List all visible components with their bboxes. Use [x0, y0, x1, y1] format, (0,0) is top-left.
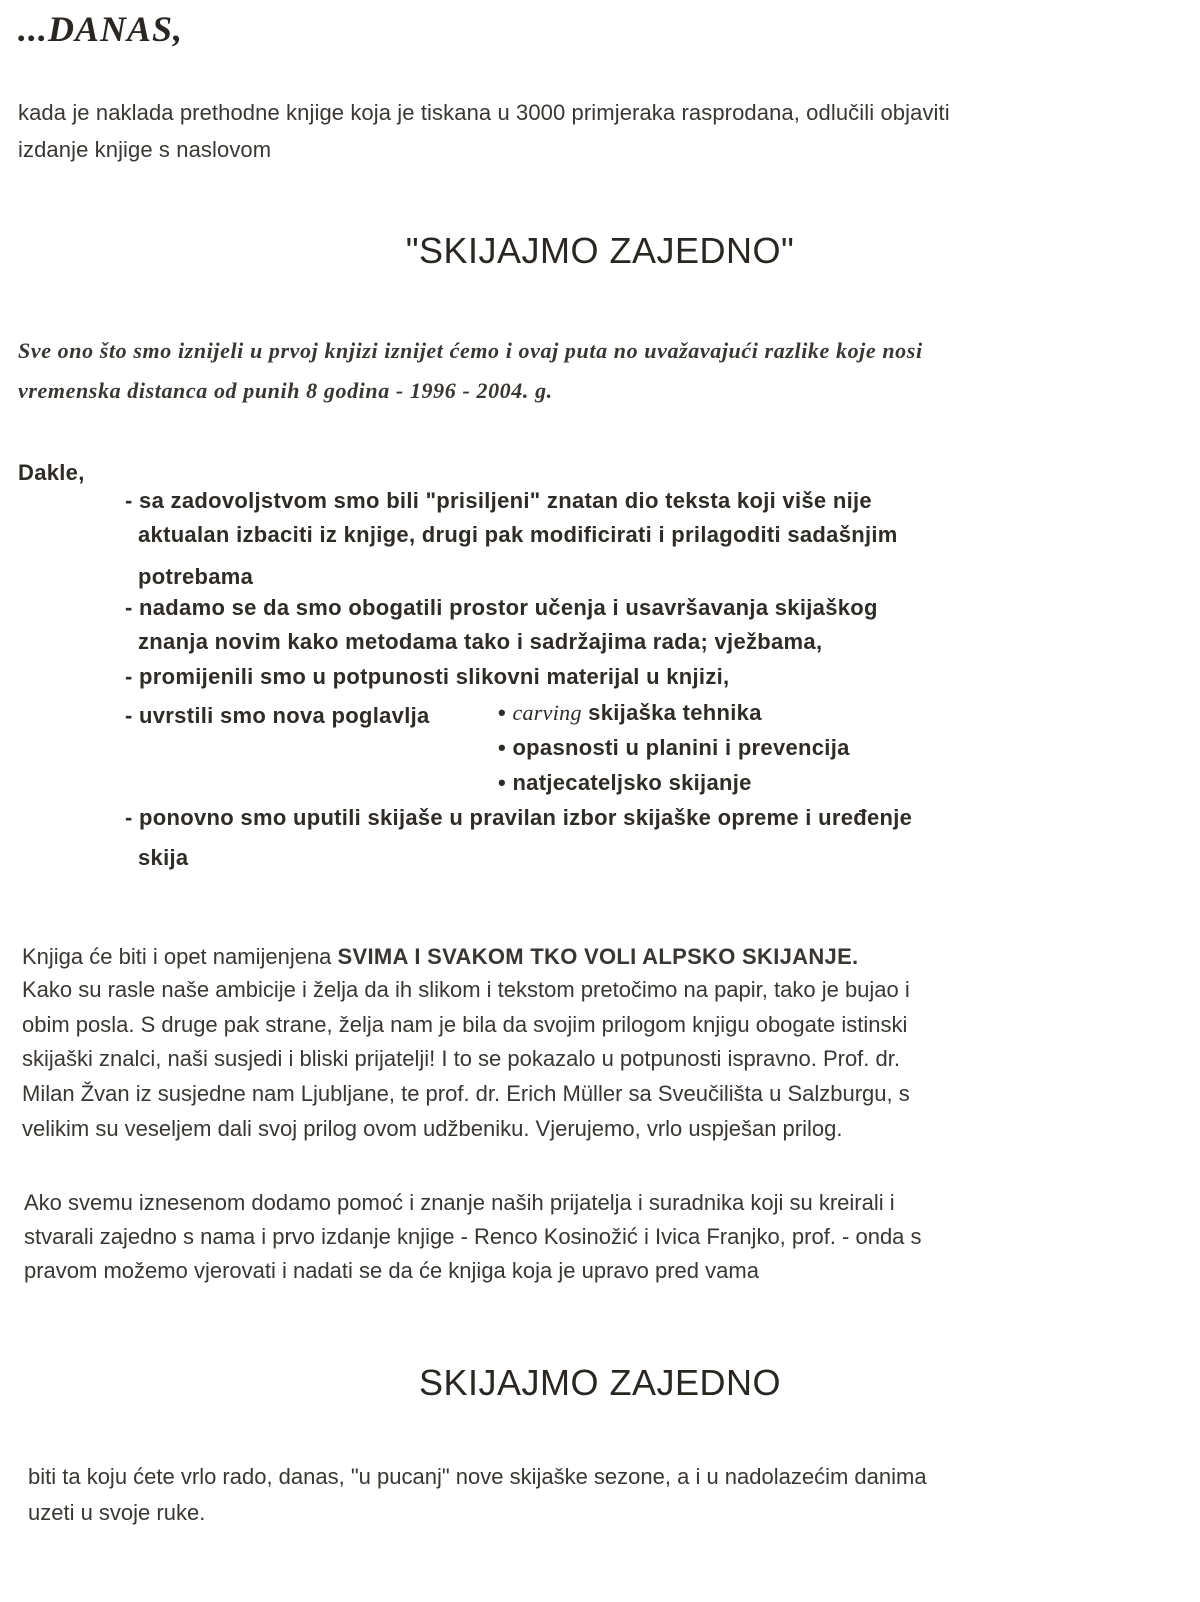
- bullet-icon: •: [498, 700, 507, 725]
- chapter-text: skijaška tehnika: [588, 700, 762, 725]
- chapter-italic-word: carving: [512, 700, 582, 725]
- chapter-text: natjecateljsko skijanje: [512, 770, 752, 795]
- list-item-1-line-1: - sa zadovoljstvom smo bili "prisiljeni" znatan dio teksta koji više nije: [125, 488, 872, 513]
- para1-line-4: skijaški znalci, naši susjedi i bliski prijatelji! I to se pokazalo u potpunosti ispravno. Prof. dr.: [22, 1046, 900, 1071]
- para1-line-1-text: Knjiga će biti i opet namijenjena: [22, 944, 332, 969]
- list-item-1-line-3: potrebama: [138, 564, 254, 589]
- intro-line-2: izdanje knjige s naslovom: [18, 137, 272, 162]
- list-item-5-line-1: - ponovno smo uputili skijaše u pravilan izbor skijaške opreme i uređenje: [125, 805, 913, 830]
- list-item-5-line-2: skija: [138, 845, 189, 870]
- para1-line-2: Kako su rasle naše ambicije i želja da ih slikom i tekstom pretočimo na papir, tako je bujao i: [22, 977, 910, 1002]
- page-heading: ...DANAS,: [18, 9, 184, 49]
- para1-line-3: obim posla. S druge pak strane, želja nam je bila da svojim prilogom knjigu obogate istinski: [22, 1012, 908, 1037]
- para1-line-1: [22, 944, 858, 970]
- chapter-item-dangers: [498, 735, 850, 761]
- italic-para-line-1: Sve ono što smo iznijeli u prvoj knjizi iznijet ćemo i ovaj puta no uvažavajući razlike koje nosi: [18, 338, 923, 363]
- intro-line-1: kada je naklada prethodne knjige koja je tiskana u 3000 primjeraka rasprodana, odlučili objaviti: [18, 100, 950, 125]
- list-item-4: - uvrstili smo nova poglavlja: [125, 703, 430, 728]
- list-item-2-line-2: znanja novim kako metodama tako i sadržajima rada; vježbama,: [138, 629, 823, 654]
- dakle-label: Dakle,: [18, 460, 85, 485]
- para1-line-5: Milan Žvan iz susjedne nam Ljubljane, te prof. dr. Erich Müller sa Sveučilišta u Salzburgu, s: [22, 1081, 910, 1106]
- para1-emphasis: SVIMA I SVAKOM TKO VOLI ALPSKO SKIJANJE.: [337, 944, 859, 969]
- para2-line-3: pravom možemo vjerovati i nadati se da će knjiga koja je upravo pred vama: [24, 1258, 759, 1283]
- para2-line-2: stvarali zajedno s nama i prvo izdanje knjige - Renco Kosinožić i Ivica Franjko, prof. - onda s: [24, 1224, 922, 1249]
- italic-para-line-2: vremenska distanca od punih 8 godina - 1996 - 2004. g.: [18, 378, 553, 403]
- para1-line-6: velikim su veseljem dali svoj prilog ovom udžbeniku. Vjerujemo, vrlo uspješan prilog.: [22, 1116, 843, 1141]
- book-title-quoted: "SKIJAJMO ZAJEDNO": [405, 230, 795, 271]
- closing-line-2: uzeti u svoje ruke.: [28, 1500, 206, 1525]
- para2-line-1: Ako svemu iznesenom dodamo pomoć i znanje naših prijatelja i suradnika koji su kreirali i: [24, 1190, 895, 1215]
- list-item-2-line-1: - nadamo se da smo obogatili prostor učenja i usavršavanja skijaškog: [125, 595, 878, 620]
- bullet-icon: •: [498, 770, 507, 795]
- closing-line-1: biti ta koju ćete vrlo rado, danas, "u pucanj" nove skijaške sezone, a i u nadolazećim danima: [28, 1464, 927, 1489]
- chapter-item-racing: [498, 770, 752, 796]
- list-item-1-line-2: aktualan izbaciti iz knjige, drugi pak modificirati i prilagoditi sadašnjim: [138, 522, 898, 547]
- bullet-icon: •: [498, 735, 507, 760]
- book-title: SKIJAJMO ZAJEDNO: [418, 1362, 782, 1403]
- chapter-text: opasnosti u planini i prevencija: [512, 735, 850, 760]
- chapter-item-carving: [498, 700, 762, 726]
- list-item-3: - promijenili smo u potpunosti slikovni materijal u knjizi,: [125, 664, 730, 689]
